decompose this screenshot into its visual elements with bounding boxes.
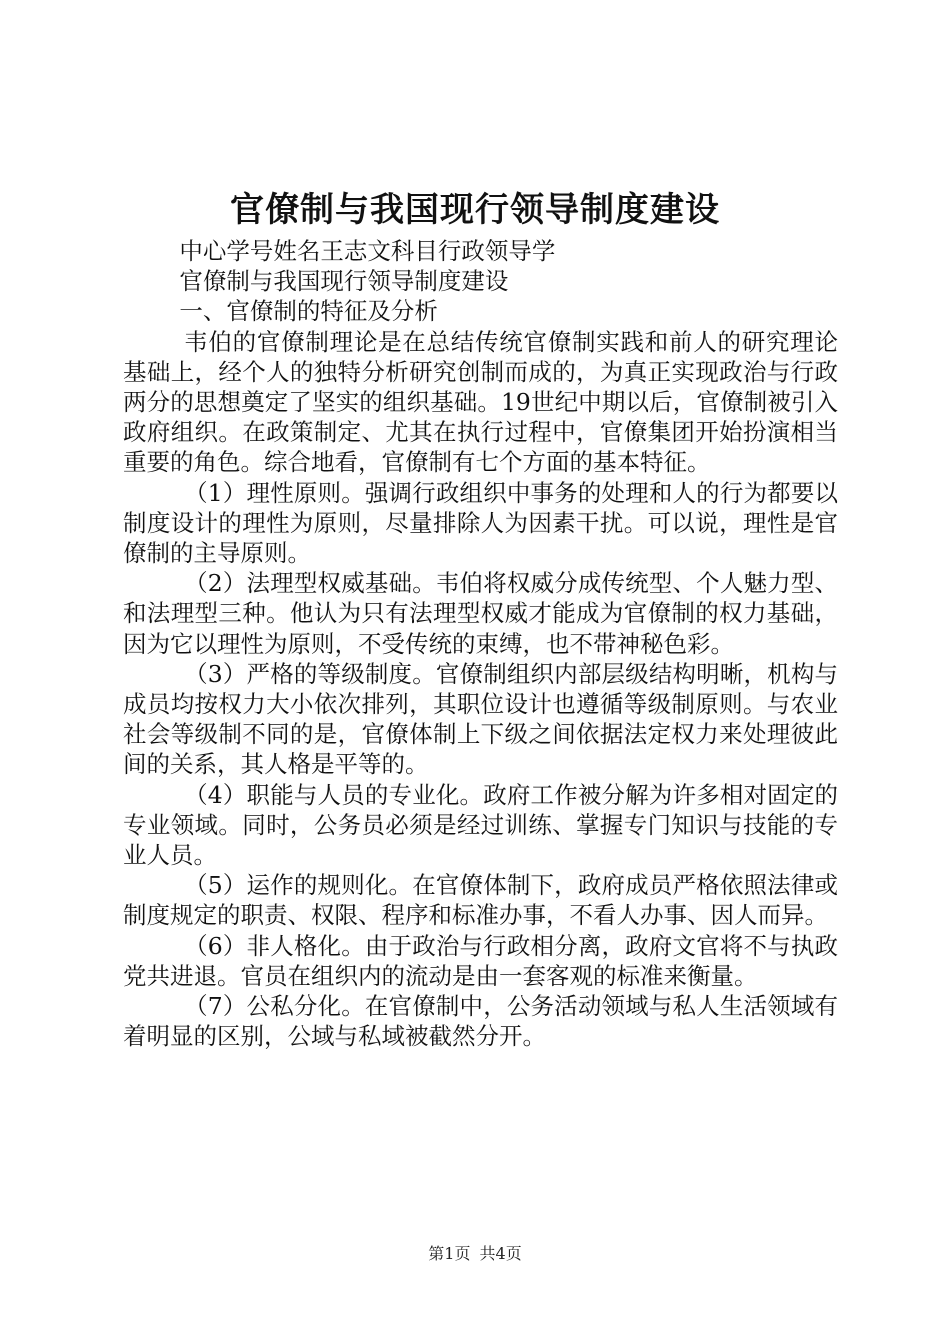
page-footer <box>0 1243 950 1265</box>
document-subtitle: 官僚制与我国现行领导制度建设 <box>179 267 509 296</box>
paragraph-feature-4: （4）职能与人员的专业化。政府工作被分解为许多相对固定的专业领域。同时，公务员必须是经过训练、掌握专门知识与技能的专业人员。 <box>123 780 838 870</box>
document-title: 官僚制与我国现行领导制度建设 <box>230 190 720 230</box>
meta-line: 中心学号姓名王志文科目行政领导学 <box>179 237 556 265</box>
section-heading: 一、官僚制的特征及分析 <box>179 297 438 326</box>
document-body <box>123 236 838 1051</box>
paragraph-intro: 韦伯的官僚制理论是在总结传统官僚制实践和前人的研究理论基础上，经个人的独特分析研究创制而成的，为真正实现政治与行政两分的思想奠定了坚实的组织基础。19世纪中期以后，官僚制被引入政府组织。在政策制定、尤其在执行过程中，官僚集团开始扮演相当重要的角色。综合地看，官僚制有七个方面的基本特征。 <box>123 327 838 477</box>
paragraph-feature-7: （7）公私分化。在官僚制中，公务活动领域与私人生活领域有着明显的区别，公域与私域被截然分开。 <box>123 992 838 1051</box>
page-number: 第1页 <box>428 1244 471 1263</box>
paragraph-feature-5: （5）运作的规则化。在官僚体制下，政府成员严格依照法律或制度规定的职责、权限、程序和标准办事，不看人办事、因人而异。 <box>123 871 838 930</box>
page-total: 共4页 <box>479 1244 522 1263</box>
paragraph-feature-2: （2）法理型权威基础。韦伯将权威分成传统型、个人魅力型、和法理型三种。他认为只有法理型权威才能成为官僚制的权力基础，因为它以理性为原则，不受传统的束缚，也不带神秘色彩。 <box>123 569 838 658</box>
paragraph-feature-1: （1）理性原则。强调行政组织中事务的处理和人的行为都要以制度设计的理性为原则，尽量排除人为因素干扰。可以说，理性是官僚制的主导原则。 <box>123 478 838 568</box>
paragraph-feature-3: （3）严格的等级制度。官僚制组织内部层级结构明晰，机构与成员均按权力大小依次排列，其职位设计也遵循等级制原则。与农业社会等级制不同的是，官僚体制上下级之间依据法定权力来处理彼此间的关系，其人格是平等的。 <box>123 659 838 779</box>
paragraph-feature-6: （6）非人格化。由于政治与行政相分离，政府文官将不与执政党共进退。官员在组织内的流动是由一套客观的标准来衡量。 <box>123 931 838 990</box>
